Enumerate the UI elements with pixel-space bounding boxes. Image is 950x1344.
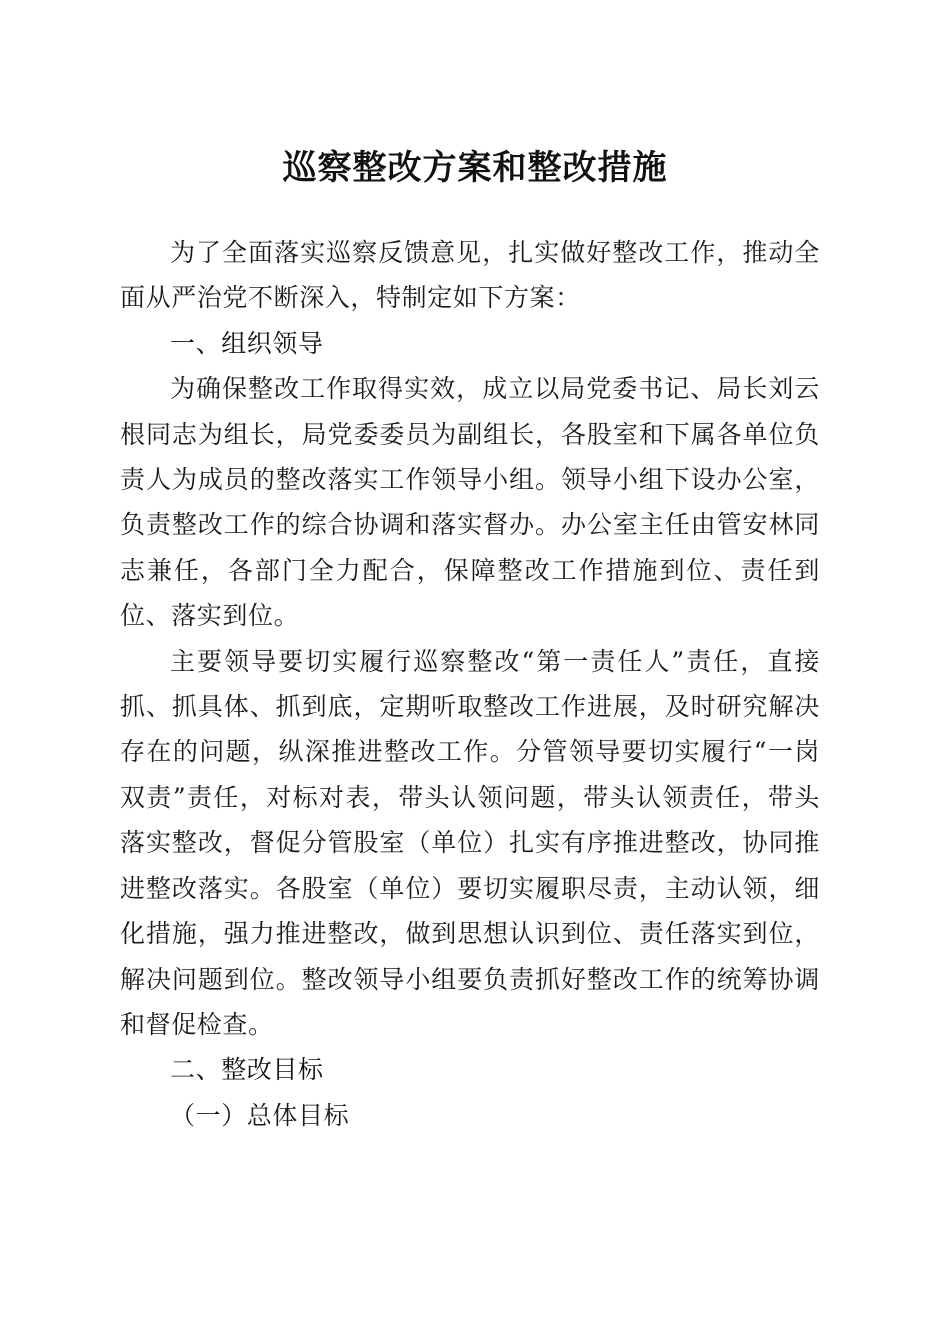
section-heading-organization: 一、组织领导 bbox=[170, 328, 324, 358]
organization-paragraph-2: 主要领导要切实履行巡察整改“第一责任人”责任，直接抓、抓具体、抓到底，定期听取整改工作进展，及时研究解决存在的问题，纵深推进整改工作。分管领导要切实履行“一岗双责”责任，对标对表，带头认领问题，带头认领责任，带头落实整改，督促分管股室（单位）扎实有序推进整改，协同推进整改落实。各股室（单位）要切实履职尽责，主动认领，细化措施，强力推进整改，做到思想认识到位、责任落实到位，解决问题到位。整改领导小组要负责抓好整改工作的统筹协调和督促检查。 bbox=[120, 646, 820, 1039]
subheading-overall-goal: （一）总体目标 bbox=[170, 1100, 350, 1130]
intro-paragraph: 为了全面落实巡察反馈意见，扎实做好整改工作，推动全面从严治党不断深入，特制定如下方案： bbox=[120, 238, 820, 313]
document-title: 巡察整改方案和整改措施 bbox=[282, 148, 668, 188]
organization-paragraph-1: 为确保整改工作取得实效，成立以局党委书记、局长刘云根同志为组长，局党委委员为副组长，各股室和下属各单位负责人为成员的整改落实工作领导小组。领导小组下设办公室，负责整改工作的综合协调和落实督办。办公室主任由管安林同志兼任，各部门全力配合，保障整改工作措施到位、责任到位、落实到位。 bbox=[120, 374, 820, 631]
section-heading-goals: 二、整改目标 bbox=[170, 1055, 324, 1085]
document-body bbox=[120, 230, 820, 1138]
